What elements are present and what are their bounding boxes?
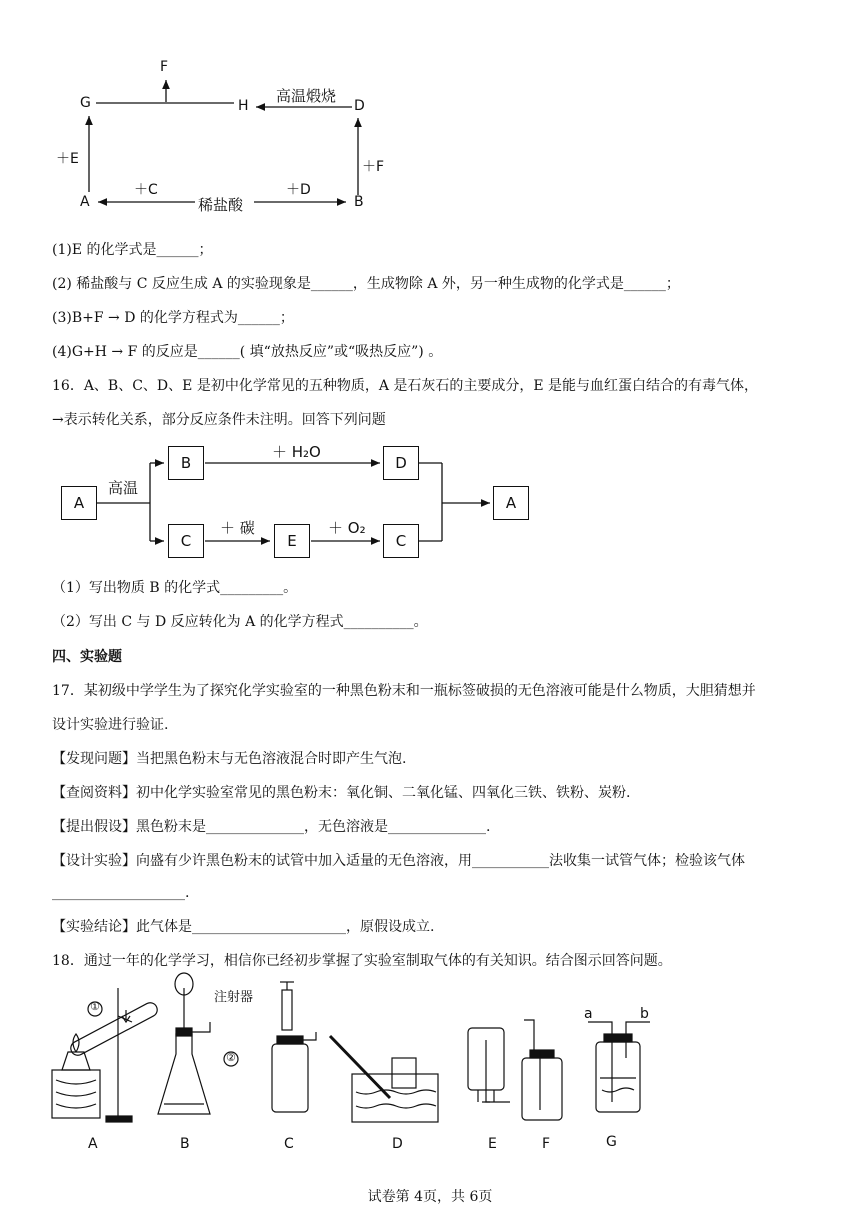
section-heading-experiment: 四、实验题 — [52, 649, 122, 665]
label-circle-2: ② — [226, 1051, 236, 1064]
label-plus-carbon: ＋ 碳 — [220, 519, 255, 537]
q16-intro-line1: 16．A、B、C、D、E 是初中化学常见的五种物质，A 是石灰石的主要成分，E 是能与血红蛋白结合的有毒气体， — [52, 378, 759, 394]
q17-design-line2: ___________________. — [52, 885, 190, 901]
label-a: a — [584, 1006, 593, 1022]
q15-part3: (3)B+F → D 的化学方程式为______； — [52, 310, 294, 326]
label-apparatus-F: F — [542, 1136, 551, 1152]
label-plus-F: ＋F — [362, 159, 385, 175]
label-b: b — [640, 1006, 649, 1022]
node-B: B — [354, 194, 364, 210]
q17-find-problem: 【发现问题】当把黑色粉末与无色溶液混合时即产生气泡. — [52, 751, 407, 767]
label-calcine: 高温煅烧 — [276, 87, 337, 105]
box-D: D — [383, 446, 419, 480]
box-A: A — [61, 486, 97, 520]
page-footer: 试卷第 4页，共 6页 — [367, 1189, 493, 1205]
label-plus-o2: ＋ O₂ — [328, 519, 366, 537]
box-E: E — [274, 524, 310, 558]
box-C-second: C — [383, 524, 419, 558]
label-circle-1: ① — [90, 1000, 100, 1013]
apparatus-E — [468, 1028, 510, 1102]
box-B: B — [168, 446, 204, 480]
q17-lookup-info: 【查阅资料】初中化学实验室常见的黑色粉末：氧化铜、二氧化锰、四氧化三铁、铁粉、炭粉. — [52, 785, 631, 801]
label-plus-D: ＋D — [286, 182, 311, 198]
label-plus-h2o: ＋ H₂O — [272, 443, 321, 461]
q15-part4: (4)G+H → F 的反应是______( 填“放热反应”或“吸热反应”) 。 — [52, 344, 443, 360]
node-D: D — [354, 98, 365, 114]
q17-conclusion: 【实验结论】此气体是______________________，原假设成立. — [52, 919, 435, 935]
label-plus-E: ＋E — [56, 151, 79, 167]
apparatus-A — [52, 988, 160, 1122]
box-A-result: A — [493, 486, 529, 520]
label-apparatus-B: B — [180, 1136, 190, 1152]
apparatus-F — [522, 1020, 562, 1120]
q16-intro-line2: →表示转化关系，部分反应条件未注明。回答下列问题 — [52, 412, 386, 428]
label-apparatus-C: C — [284, 1136, 294, 1152]
label-apparatus-E: E — [488, 1136, 497, 1152]
q17-hypothesis: 【提出假设】黑色粉末是______________，无色溶液是______________. — [52, 819, 491, 835]
q17-intro-line2: 设计实验进行验证. — [52, 717, 169, 733]
q18-intro: 18．通过一年的化学学习，相信你已经初步掌握了实验室制取气体的有关知识。结合图示回答问题。 — [52, 953, 672, 969]
node-H: H — [238, 98, 249, 114]
label-apparatus-D: D — [392, 1136, 403, 1152]
apparatus-C — [272, 982, 316, 1112]
q15-part2: (2) 稀盐酸与 C 反应生成 A 的实验现象是______，生成物除 A 外，另一种生成物的化学式是______； — [52, 276, 680, 292]
q17-intro-line1: 17．某初级中学学生为了探究化学实验室的一种黑色粉末和一瓶标签破损的无色溶液可能是什么物质，大胆猜想并 — [52, 683, 756, 699]
apparatus-D — [330, 1036, 438, 1122]
q16-part1: （1）写出物质 B 的化学式_________。 — [52, 580, 298, 596]
label-syringe: 注射器 — [214, 990, 254, 1005]
label-dilute-hcl: 稀盐酸 — [198, 196, 244, 214]
apparatus-G — [588, 1022, 650, 1112]
node-G: G — [80, 95, 91, 111]
label-apparatus-G: G — [606, 1134, 617, 1150]
label-plus-C: ＋C — [134, 182, 158, 198]
label-apparatus-A: A — [88, 1136, 98, 1152]
q16-part2: （2）写出 C 与 D 反应转化为 A 的化学方程式__________。 — [52, 614, 428, 630]
label-high-temp: 高温 — [108, 479, 139, 497]
node-A: A — [80, 194, 90, 210]
box-C: C — [168, 524, 204, 558]
q17-design-line1: 【设计实验】向盛有少许黑色粉末的试管中加入适量的无色溶液，用___________法收集一试管气体；检验该气体 — [52, 853, 745, 869]
node-F: F — [160, 59, 169, 75]
q15-part1: (1)E 的化学式是______； — [52, 242, 213, 258]
